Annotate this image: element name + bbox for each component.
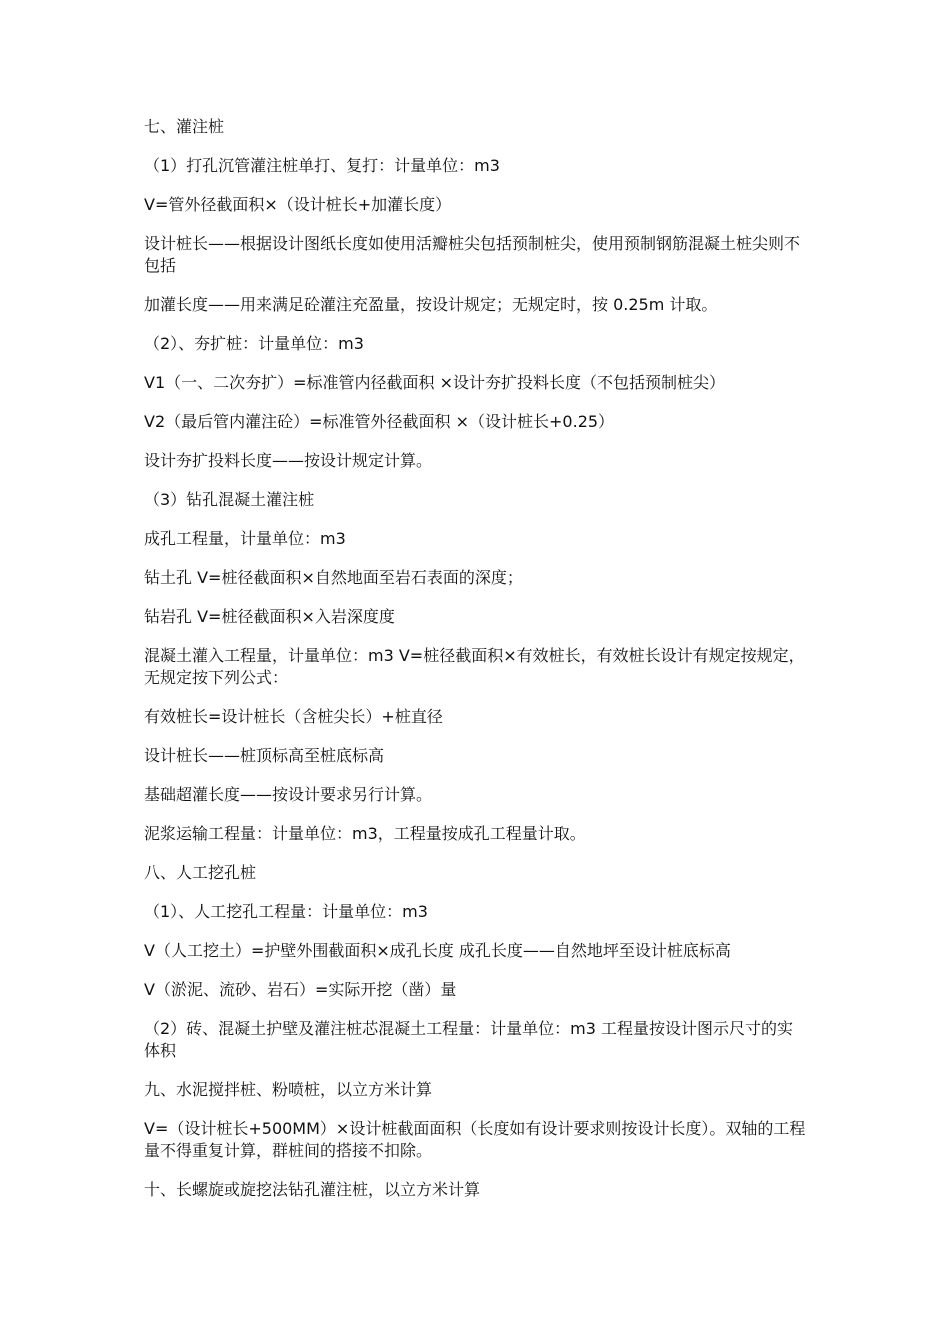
- section-heading-8: 八、人工挖孔桩: [144, 863, 257, 882]
- paragraph: V1（一、二次夯扩）=标准管内径截面积 ×设计夯扩投料长度（不包括预制桩尖）: [144, 373, 726, 392]
- paragraph: 钻岩孔 V=桩径截面积×入岩深度度: [144, 607, 395, 626]
- paragraph: V2（最后管内灌注砼）=标准管外径截面积 ×（设计桩长+0.25）: [144, 412, 615, 431]
- paragraph: 设计夯扩投料长度——按设计规定计算。: [144, 451, 433, 470]
- document-body: [144, 116, 806, 1218]
- paragraph: （2）砖、混凝土护壁及灌注桩芯混凝土工程量：计量单位：m3 工程量按设计图示尺寸的实体积: [144, 1019, 794, 1060]
- paragraph: V=（设计桩长+500MM）×设计桩截面面积（长度如有设计要求则按设计长度）。双轴的工程量不得重复计算，群桩间的搭接不扣除。: [144, 1119, 806, 1160]
- paragraph: V（淤泥、流砂、岩石）=实际开挖（凿）量: [144, 980, 457, 999]
- paragraph: （1）打孔沉管灌注桩单打、复打：计量单位：m3: [144, 156, 500, 175]
- paragraph: V=管外径截面积×（设计桩长+加灌长度）: [144, 195, 452, 214]
- paragraph: V（人工挖土）=护壁外围截面积×成孔长度 成孔长度——自然地坪至设计桩底标高: [144, 941, 731, 960]
- section-heading-9: 九、水泥搅拌桩、粉喷桩，以立方米计算: [144, 1080, 433, 1099]
- paragraph: 基础超灌长度——按设计要求另行计算。: [144, 785, 433, 804]
- paragraph: 混凝土灌入工程量，计量单位：m3 V=桩径截面积×有效桩长，有效桩长设计有规定按规定，无规定按下列公式：: [144, 646, 805, 687]
- paragraph: 泥浆运输工程量：计量单位：m3，工程量按成孔工程量计取。: [144, 824, 586, 843]
- paragraph: （3）钻孔混凝土灌注桩: [144, 490, 315, 509]
- paragraph: 设计桩长——根据设计图纸长度如使用活瓣桩尖包括预制桩尖，使用预制钢筋混凝土桩尖则不包括: [144, 234, 801, 275]
- section-heading-7: 七、灌注桩: [144, 117, 225, 136]
- paragraph: 钻土孔 V=桩径截面积×自然地面至岩石表面的深度；: [144, 568, 523, 587]
- section-heading-10: 十、长螺旋或旋挖法钻孔灌注桩，以立方米计算: [144, 1180, 481, 1199]
- paragraph: （2）、夯扩桩：计量单位：m3: [144, 334, 364, 353]
- paragraph: 成孔工程量，计量单位：m3: [144, 529, 346, 548]
- paragraph: 加灌长度——用来满足砼灌注充盈量，按设计规定；无规定时，按 0.25m 计取。: [144, 295, 718, 314]
- paragraph: （1）、人工挖孔工程量：计量单位：m3: [144, 902, 428, 921]
- paragraph: 有效桩长=设计桩长（含桩尖长）+桩直径: [144, 707, 443, 726]
- paragraph: 设计桩长——桩顶标高至桩底标高: [144, 746, 385, 765]
